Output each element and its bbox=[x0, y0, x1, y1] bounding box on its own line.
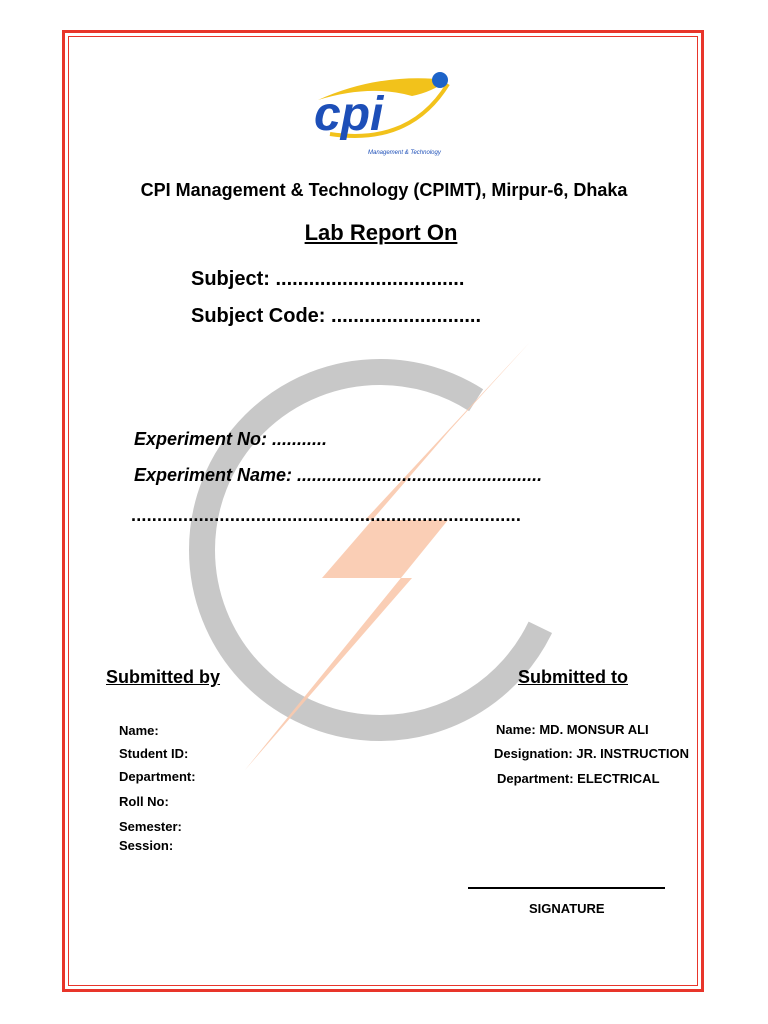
roll-no-label: Roll No: bbox=[119, 794, 169, 809]
student-id-label: Student ID: bbox=[119, 746, 189, 761]
instructor-department: Department: ELECTRICAL bbox=[497, 771, 660, 786]
lightning-watermark-icon bbox=[150, 330, 610, 790]
submitted-by-heading: Submitted by bbox=[106, 667, 221, 687]
signature-line bbox=[468, 887, 665, 889]
experiment-no-field: Experiment No: ........... bbox=[134, 429, 328, 449]
svg-text:cpi: cpi bbox=[314, 88, 384, 141]
student-name-label: Name: bbox=[119, 723, 159, 738]
submitted-to-heading: Submitted to bbox=[518, 667, 628, 687]
experiment-name-field: Experiment Name: ................................................. bbox=[134, 465, 543, 485]
subject-code-field: Subject Code: ........................... bbox=[191, 305, 482, 327]
report-title: Lab Report On bbox=[304, 220, 458, 245]
session-label: Session: bbox=[119, 838, 174, 853]
institution-name: CPI Management & Technology (CPIMT), Mirpur-6, Dhaka bbox=[140, 180, 628, 200]
semester-label: Semester: bbox=[119, 819, 182, 834]
instructor-designation: Designation: JR. INSTRUCTION bbox=[494, 746, 690, 761]
svg-text:Management & Technology: Management & Technology bbox=[368, 150, 441, 156]
cpi-logo bbox=[300, 62, 460, 162]
signature-label: SIGNATURE bbox=[529, 901, 605, 916]
student-department-label: Department: bbox=[119, 769, 196, 784]
instructor-name: Name: MD. MONSUR ALI bbox=[496, 722, 649, 737]
experiment-name-continuation: ........................................................................... bbox=[131, 505, 522, 525]
subject-field: Subject: .................................. bbox=[191, 268, 465, 290]
